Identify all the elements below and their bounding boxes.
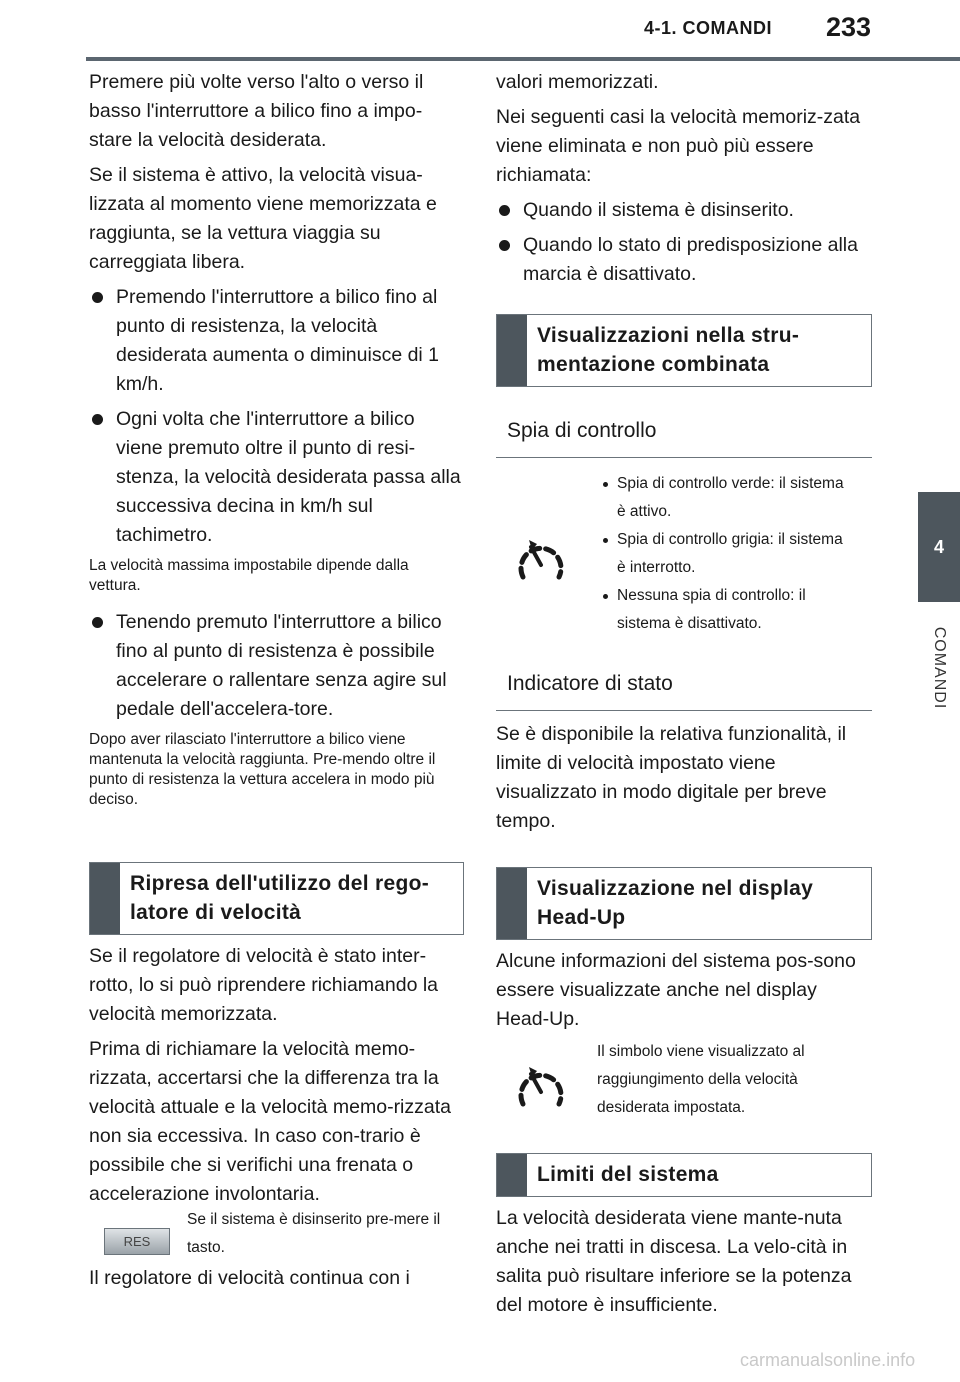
speedometer-icon — [513, 537, 569, 590]
paragraph: Alcune informazioni del sistema pos-sono essere visualizzate anche nel display Head-Up. — [496, 950, 856, 1030]
section-heading-visualizzazioni: Visualizzazioni nella stru-mentazione combinata — [496, 314, 872, 387]
note: La velocità massima impostabile dipende dalla vettura. — [89, 557, 409, 594]
left-column — [89, 68, 464, 822]
left-column-lower — [89, 942, 464, 1215]
left-column-end — [89, 1264, 464, 1299]
heading-bar — [497, 1154, 527, 1196]
right-column-headup — [496, 947, 872, 1040]
bullet-item: Tenendo premuto l'interruttore a bilico fino al punto di resistenza è possibile accelerare o rallentare senza agire sul pedale dell'accelera-tore. — [89, 608, 464, 724]
heading-bar — [90, 863, 120, 934]
heading-bar — [497, 868, 527, 939]
list-item: Nessuna spia di controllo: il sistema è disattivato. — [601, 582, 851, 638]
paragraph: Se il sistema è attivo, la velocità visua-lizzata al momento viene memorizzata e raggiunta, se la vettura viaggia su carreggiata libera. — [89, 164, 437, 273]
res-button-icon: RES — [104, 1228, 170, 1255]
paragraph: La velocità desiderata viene mante-nuta anche nei tratti in discesa. La velo-cità in salita può risultare inferiore se la potenza del motore è insufficiente. — [496, 1207, 852, 1316]
paragraph: Nei seguenti casi la velocità memoriz-zata viene eliminata e non può più essere richiamata: — [496, 106, 861, 186]
hud-description: Il simbolo viene visualizzato al raggiungimento della velocità desiderata impostata. — [597, 1043, 805, 1116]
list-item: Spia di controllo grigia: il sistema è interrotto. — [601, 526, 851, 582]
right-column-end — [496, 1204, 872, 1326]
right-column-mid — [496, 720, 872, 842]
section-title: 4-1. COMANDI — [644, 18, 773, 38]
bullet-item: Premendo l'interruttore a bilico fino al punto di resistenza, la velocità desiderata aumenta o diminuisce di 1 km/h. — [89, 283, 464, 399]
section-heading-headup: Visualizzazione nel display Head-Up — [496, 867, 872, 940]
list-item: Spia di controllo verde: il sistema è attivo. — [601, 470, 851, 526]
paragraph: Il regolatore di velocità continua con i — [89, 1267, 410, 1289]
note: Dopo aver rilasciato l'interruttore a bilico viene mantenuta la velocità raggiunta. Pre-mendo oltre il punto di resistenza la vettura accelera in modo più deciso. — [89, 731, 436, 808]
header-rule — [86, 57, 960, 61]
right-column — [496, 68, 872, 295]
section-heading-limiti: Limiti del sistema — [496, 1153, 872, 1197]
subheading-indicatore: Indicatore di stato — [496, 657, 872, 711]
chapter-label: COMANDI — [931, 626, 948, 710]
subheading-spia: Spia di controllo — [496, 404, 872, 458]
res-description: Se il sistema è disinserito pre-mere il tasto. — [187, 1211, 441, 1256]
watermark: carmanualsonline.info — [740, 1350, 916, 1370]
section-heading-ripresa: Ripresa dell'utilizzo del rego-latore di velocità — [89, 862, 464, 935]
paragraph: Premere più volte verso l'alto o verso il basso l'interruttore a bilico fino a impo-stare la velocità desiderata. — [89, 71, 424, 151]
paragraph: Se è disponibile la relativa funzionalità, il limite di velocità impostato viene visualizzato in modo digitale per breve tempo. — [496, 723, 847, 832]
paragraph: Se il regolatore di velocità è stato inter-rotto, lo si può riprendere richiamando la velocità memorizzata. — [89, 945, 439, 1025]
spia-list — [601, 470, 851, 638]
bullet-item: Quando lo stato di predisposizione alla marcia è disattivato. — [496, 231, 872, 289]
speedometer-icon — [513, 1064, 569, 1117]
paragraph: Prima di richiamare la velocità memo-rizzata, accertarsi che la differenza tra la velocità attuale e la velocità memo-rizzata non sia eccessiva. In caso con-trario è possibile che si verifichi una frenata o accelerazione involontaria. — [89, 1038, 451, 1205]
bullet-item: Ogni volta che l'interruttore a bilico viene premuto oltre il punto di resi-stenza, la velocità desiderata passa alla successiva decina in km/h sul tachimetro. — [89, 405, 464, 550]
paragraph: valori memorizzati. — [496, 71, 659, 93]
chapter-number: 4 — [933, 536, 944, 557]
bullet-item: Quando il sistema è disinserito. — [496, 196, 872, 225]
chapter-tab[interactable] — [918, 492, 960, 602]
heading-bar — [497, 315, 527, 386]
page-number: 233 — [826, 12, 872, 42]
